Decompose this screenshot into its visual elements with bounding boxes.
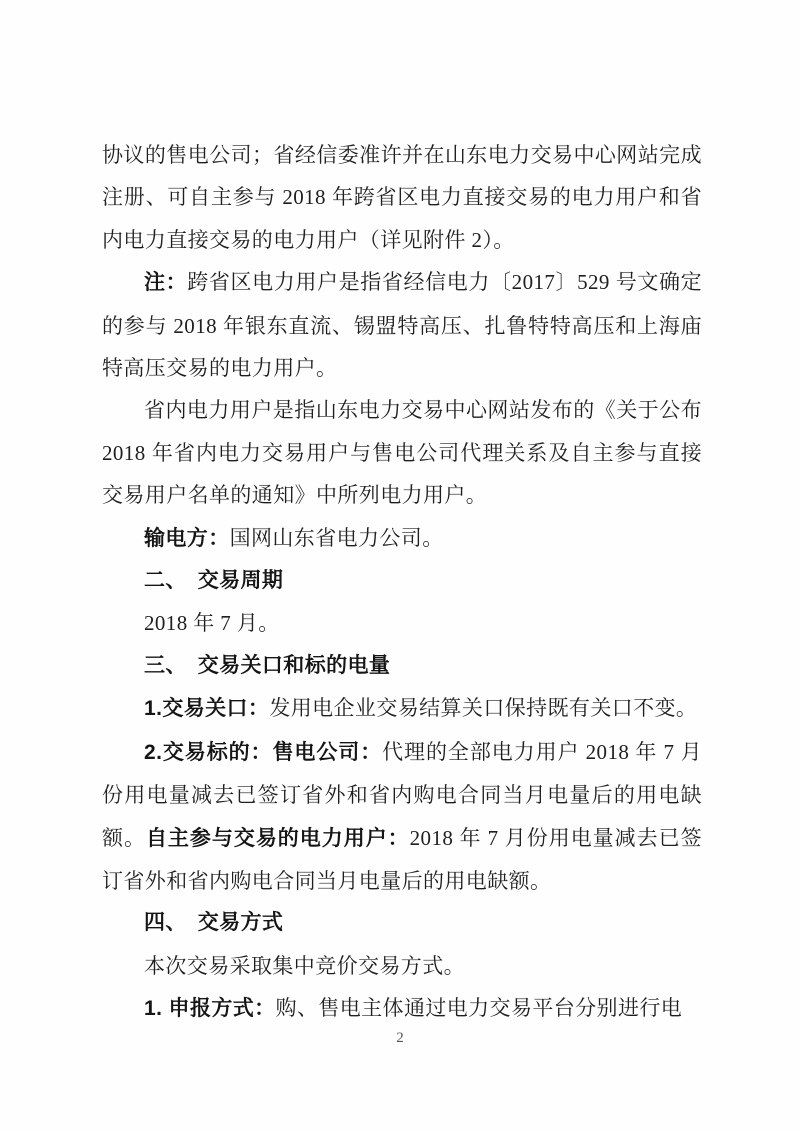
paragraph-trade-period (102, 602, 702, 644)
paragraph-province-users (102, 389, 702, 516)
paragraph-text: 2018 年 7 月。 (144, 611, 280, 636)
seller-label: 售电公司： (272, 740, 383, 764)
section-heading-2: 二、 交易周期 (144, 569, 284, 593)
transmitter-label: 输电方： (144, 526, 230, 550)
paragraph-trade-gateway (102, 687, 702, 730)
paragraph-text: 发用电企业交易结算关口保持既有关口不变。 (269, 696, 698, 721)
item-label: 1.交易关口： (144, 697, 270, 721)
paragraph-declaration-mode (102, 987, 702, 1030)
paragraph-continuation (102, 134, 702, 261)
paragraph-text: 跨省区电力用户是指省经信电力〔2017〕529 号文确定的参与 2018 年银东直流、锡盟特高压、扎鲁特特高压和上海庙特高压交易的电力用户。 (102, 270, 702, 381)
note-label: 注： (144, 271, 188, 295)
paragraph-trade-mode (102, 945, 702, 987)
self-participant-label: 自主参与交易的电力用户： (145, 826, 410, 850)
paragraph-text: 协议的售电公司；省经信委准许并在山东电力交易中心网站完成注册、可自主参与 2018 年跨省区电力直接交易的电力用户和省内电力直接交易的电力用户（详见附件 2）。 (102, 143, 702, 252)
section-heading-4: 四、 交易方式 (144, 911, 284, 935)
paragraph-text: 2018 年 7 月份用电量减去已签订省外和省内购电合同当月电量后的用电缺额。 (102, 825, 702, 893)
item-label: 2.交易标的： (144, 740, 273, 764)
paragraph-text: 省内电力用户是指山东电力交易中心网站发布的《关于公布 2018 年省内电力交易用户与售电公司代理关系及自主参与直接交易用户名单的通知》中所列电力用户。 (102, 398, 702, 508)
paragraph-text: 代理的全部电力用户 2018 年 7 月份用电量减去已签订省外和省内购电合同当月电量后的用电缺额。 (102, 739, 703, 850)
section-heading-3: 三、 交易关口和标的电量 (144, 653, 391, 677)
item-label: 1. 申报方式： (144, 997, 276, 1021)
note-paragraph (102, 261, 702, 389)
document-body (102, 134, 702, 1031)
paragraph-trade-target (102, 731, 702, 903)
page-number: 2 (396, 1030, 404, 1046)
paragraph-transmitter (102, 517, 702, 560)
paragraph-text: 本次交易采取集中竞价交易方式。 (144, 953, 465, 978)
paragraph-text: 国网山东省电力公司。 (229, 525, 444, 550)
paragraph-text: 购、售电主体通过电力交易平台分别进行电 (275, 996, 683, 1021)
